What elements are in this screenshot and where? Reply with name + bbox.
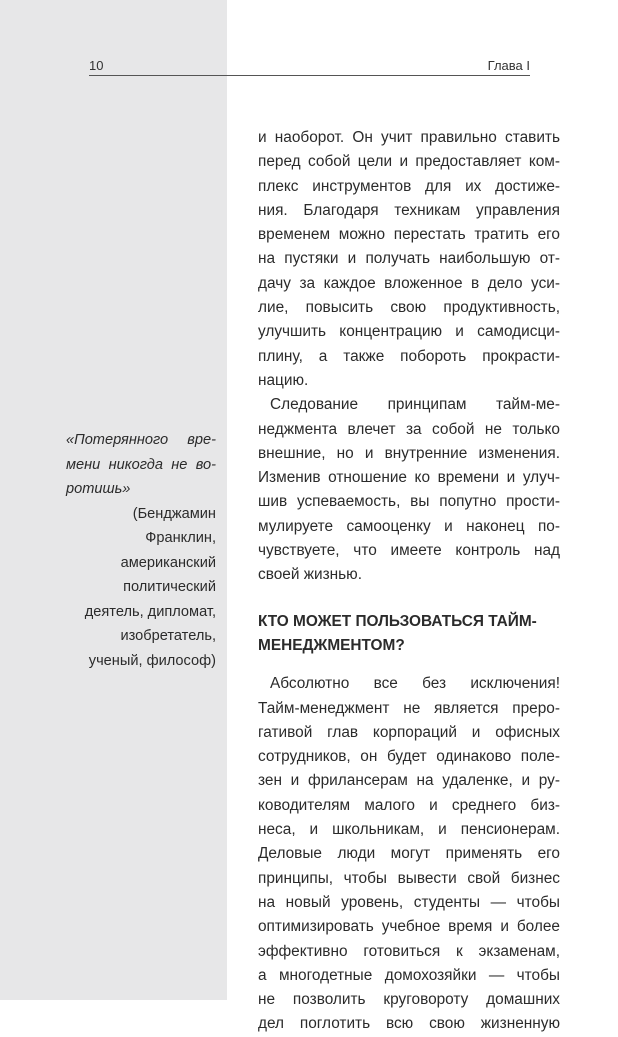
text-line: плекс инструментов для их достиже- <box>258 177 560 195</box>
text-line: мулируете самооценку и наконец по- <box>258 517 560 535</box>
text-line: изобретатель, <box>120 628 216 644</box>
text-line: неджмента влечет за собой не только <box>258 420 560 438</box>
text-line: а многодетные домохозяйки — чтобы <box>258 966 560 984</box>
text-line: временем можно перестать тратить его <box>258 226 560 244</box>
text-line: неса, и школьникам, и пенсионерам. <box>258 821 560 839</box>
text-line: (Бенджамин <box>132 505 216 522</box>
text-line: чувствуете, что имеете контроль над <box>258 542 560 560</box>
text-line: американский <box>120 554 216 571</box>
text-line: принципы, чтобы вывести свой бизнес <box>258 869 560 887</box>
text-line: нацию. <box>258 371 309 389</box>
text-line: сотрудников, он будет одинаково поле- <box>258 748 560 766</box>
text-line: Следование принципам тайм-ме- <box>270 396 560 414</box>
text-line: улучшить концентрацию и самодисци- <box>258 323 560 341</box>
text-line: дел поглотить всю свою жизненную <box>258 1015 560 1033</box>
spacer <box>258 588 560 610</box>
text-line: своей жизнью. <box>258 566 362 584</box>
text-line: ротишь» <box>66 481 131 497</box>
text-line: Абсолютно все без исключения! <box>270 675 560 693</box>
text-line: мени никогда не во- <box>66 456 216 473</box>
text-line: МЕНЕДЖМЕНТОМ? <box>258 636 405 654</box>
text-line: внешние, но и внутренние изменения. <box>258 444 560 462</box>
text-line: Тайм-менеджмент не является преро- <box>258 699 560 717</box>
text-line: Франклин, <box>145 530 216 546</box>
spacer <box>258 658 560 672</box>
text-line: шив успеваемость, вы попутно прости- <box>258 493 560 511</box>
text-line: «Потерянного вре- <box>66 432 216 448</box>
text-line: политический <box>123 579 216 595</box>
text-line: ния. Благодаря техникам управления <box>258 201 560 219</box>
text-line: деятель, дипломат, <box>84 603 216 620</box>
text-line: гативой глав корпораций и офисных <box>258 723 560 741</box>
running-header-chapter: Глава I <box>487 58 530 73</box>
text-line: Деловые люди могут применять его <box>258 845 560 863</box>
text-line: ководителям малого и среднего биз- <box>258 796 560 814</box>
text-line: Изменив отношение ко времени и улуч- <box>258 469 560 487</box>
sidebar-quote <box>66 428 216 673</box>
text-line: плину, а также побороть прокрасти- <box>258 347 560 365</box>
text-line: на пустяки и получать наибольшую от- <box>258 250 560 268</box>
text-line: оптимизировать учебное время и более <box>258 918 560 936</box>
page-number: 10 <box>89 58 104 73</box>
main-text <box>258 126 560 1037</box>
text-line: и наоборот. Он учит правильно ставить <box>258 129 560 146</box>
text-line: лие, повысить свою продуктивность, <box>258 299 560 317</box>
header-rule <box>89 75 530 76</box>
text-line: эффективно готовиться к экзаменам, <box>258 942 560 960</box>
text-line: КТО МОЖЕТ ПОЛЬЗОВАТЬСЯ ТАЙМ- <box>258 612 537 630</box>
text-line: не позволить круговороту домашних <box>258 991 560 1009</box>
text-line: ученый, философ) <box>88 652 216 669</box>
text-line: на новый уровень, студенты — чтобы <box>258 893 560 911</box>
text-line: зен и фрилансерам на удаленке, и ру- <box>258 772 560 790</box>
text-line: дачу за каждое вложенное в дело уси- <box>258 274 560 292</box>
text-line: перед собой цели и предоставляет ком- <box>258 153 560 171</box>
